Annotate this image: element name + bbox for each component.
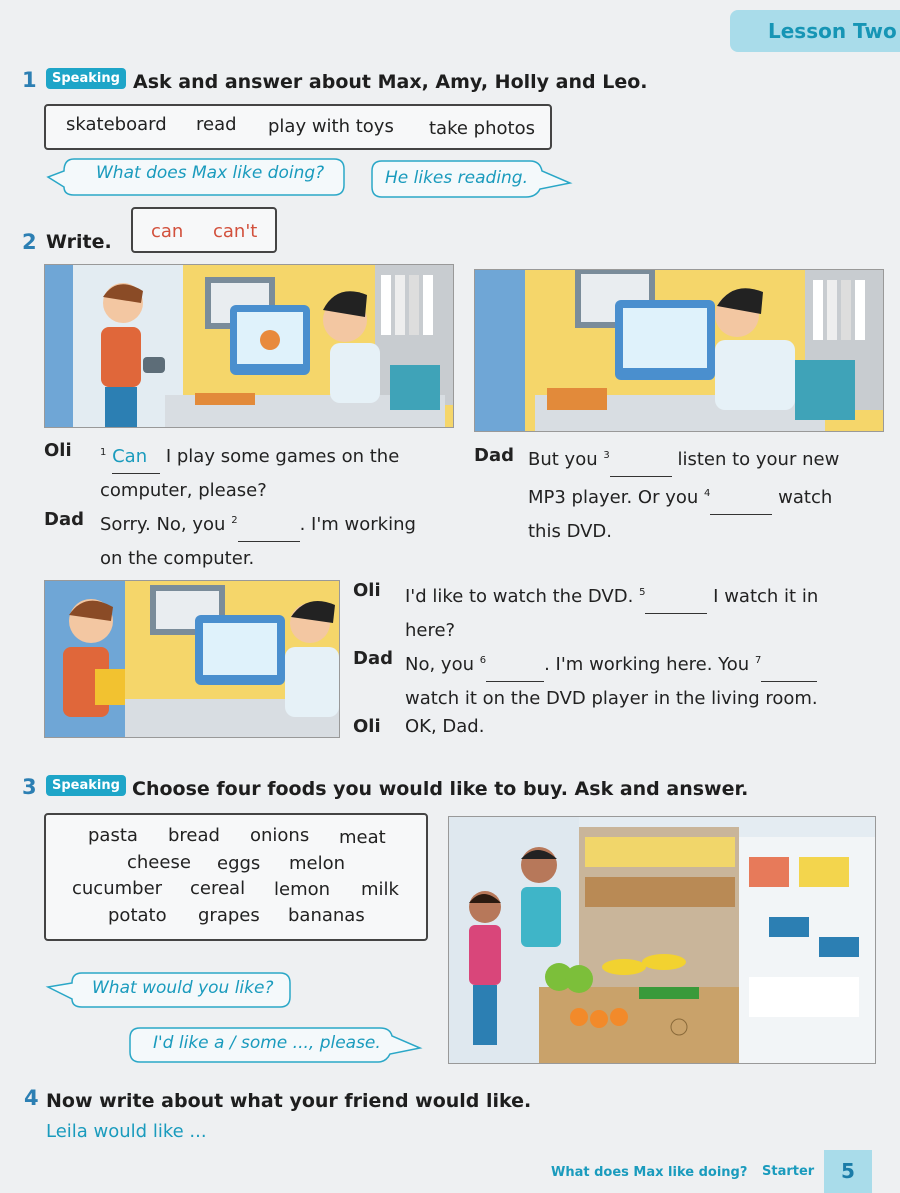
dialogue-text: . I'm working: [299, 514, 416, 535]
speaking-badge: Speaking: [46, 775, 126, 796]
word-item: skateboard: [66, 114, 167, 135]
bubble-answer-text: He likes reading.: [385, 168, 529, 188]
gap-number: 6: [479, 655, 487, 666]
gap-number: 2: [231, 515, 238, 526]
food-word: cucumber: [72, 878, 163, 899]
dialogue-text: I'd like to watch the DVD.: [405, 586, 634, 607]
food-word: pasta: [88, 825, 138, 846]
food-word: potato: [108, 905, 167, 926]
word-box: [44, 104, 552, 150]
food-word: eggs: [217, 853, 261, 874]
answer-blank-1[interactable]: Can: [112, 440, 160, 474]
food-word: cereal: [190, 878, 246, 899]
dialogue-text: Sorry. No, you: [100, 514, 226, 535]
dialogue-text: MP3 player. Or you: [528, 487, 699, 508]
exercise-3-number: 3: [22, 775, 37, 799]
exercise-4-title: Now write about what your friend would like.: [46, 1090, 532, 1112]
dialogue-text: But you: [528, 449, 598, 470]
dialogue-line-3: [528, 439, 888, 548]
dialogue-text: listen to your new: [677, 449, 840, 470]
exercise-2-title: Write.: [46, 231, 112, 253]
word-item: take photos: [429, 118, 535, 139]
dialogue-line-2: [100, 504, 440, 575]
word-cant: can't: [213, 221, 258, 242]
word-can: can: [151, 221, 184, 242]
dialogue-line-1: [100, 436, 440, 507]
word-item: read: [196, 114, 237, 135]
food-word: lemon: [274, 879, 331, 900]
exercise-1-title: Ask and answer about Max, Amy, Holly and Leo.: [133, 71, 648, 93]
example-sentence: Leila would like ...: [46, 1121, 207, 1142]
picture-dad-at-computer: [474, 269, 884, 432]
can-cant-box: [131, 207, 277, 253]
dialogue-text: this DVD.: [528, 521, 613, 542]
footer-section: Starter: [762, 1164, 815, 1179]
food-word: grapes: [198, 905, 260, 926]
food-word: melon: [289, 853, 346, 874]
bubble-question-text: What would you like?: [92, 978, 274, 998]
answer-blank-6[interactable]: [486, 648, 544, 682]
answer-blank-2[interactable]: [238, 508, 300, 542]
answer-blank-3[interactable]: [610, 443, 672, 477]
exercise-2-number: 2: [22, 230, 37, 254]
dialogue-text: on the computer.: [100, 548, 255, 569]
food-word: meat: [339, 827, 386, 848]
speaker-label: Dad: [353, 648, 393, 669]
answer-blank-5[interactable]: [645, 580, 707, 614]
speaking-badge: Speaking: [46, 68, 126, 89]
lesson-title: Lesson Two: [768, 19, 897, 43]
exercise-3-title: Choose four foods you would like to buy. Ask and answer.: [132, 778, 749, 800]
answer-blank-4[interactable]: [710, 481, 772, 515]
dialogue-text: here?: [405, 620, 456, 641]
gap-number: 3: [603, 450, 610, 461]
food-word: bananas: [288, 905, 365, 926]
lesson-tab: [730, 10, 900, 52]
dialogue-text: computer, please?: [100, 480, 267, 501]
footer-title: What does Max like doing?: [551, 1165, 748, 1180]
speaker-label: Dad: [474, 445, 514, 466]
food-word: milk: [361, 879, 399, 900]
picture-food-shop: [448, 816, 876, 1064]
answer-blank-7[interactable]: [761, 648, 817, 682]
dialogue-text: . I'm working here. You: [544, 654, 750, 675]
gap-number: 4: [704, 488, 711, 499]
picture-boy-with-dvd: [44, 580, 340, 738]
gap-number: 1: [100, 447, 107, 458]
dialogue-text: No, you: [405, 654, 474, 675]
gap-number: 5: [639, 587, 646, 598]
speaker-label: Oli: [353, 716, 381, 737]
gap-number: 7: [754, 655, 762, 666]
dialogue-line-6: [405, 644, 895, 715]
page-number: 5: [824, 1150, 872, 1193]
picture-boy-asks-dad: [44, 264, 454, 428]
bubble-answer-text: I'd like a / some ..., please.: [153, 1033, 381, 1053]
dialogue-text: watch it on the DVD player in the living room.: [405, 688, 818, 709]
food-word: bread: [168, 825, 220, 846]
dialogue-text: watch: [778, 487, 833, 508]
speaker-label: Dad: [44, 509, 84, 530]
dialogue-line-5: [405, 576, 885, 647]
word-item: play with toys: [268, 116, 394, 137]
food-word: onions: [250, 825, 310, 846]
exercise-1-number: 1: [22, 68, 37, 92]
speaker-label: Oli: [353, 580, 381, 601]
dialogue-text: I watch it in: [713, 586, 819, 607]
dialogue-text: I play some games on the: [165, 446, 400, 467]
exercise-4-number: 4: [24, 1086, 39, 1110]
bubble-question-text: What does Max like doing?: [96, 163, 325, 183]
food-word-box: [44, 813, 428, 941]
speaker-label: Oli: [44, 440, 72, 461]
dialogue-line-8: OK, Dad.: [405, 716, 485, 737]
food-word: cheese: [127, 852, 191, 873]
